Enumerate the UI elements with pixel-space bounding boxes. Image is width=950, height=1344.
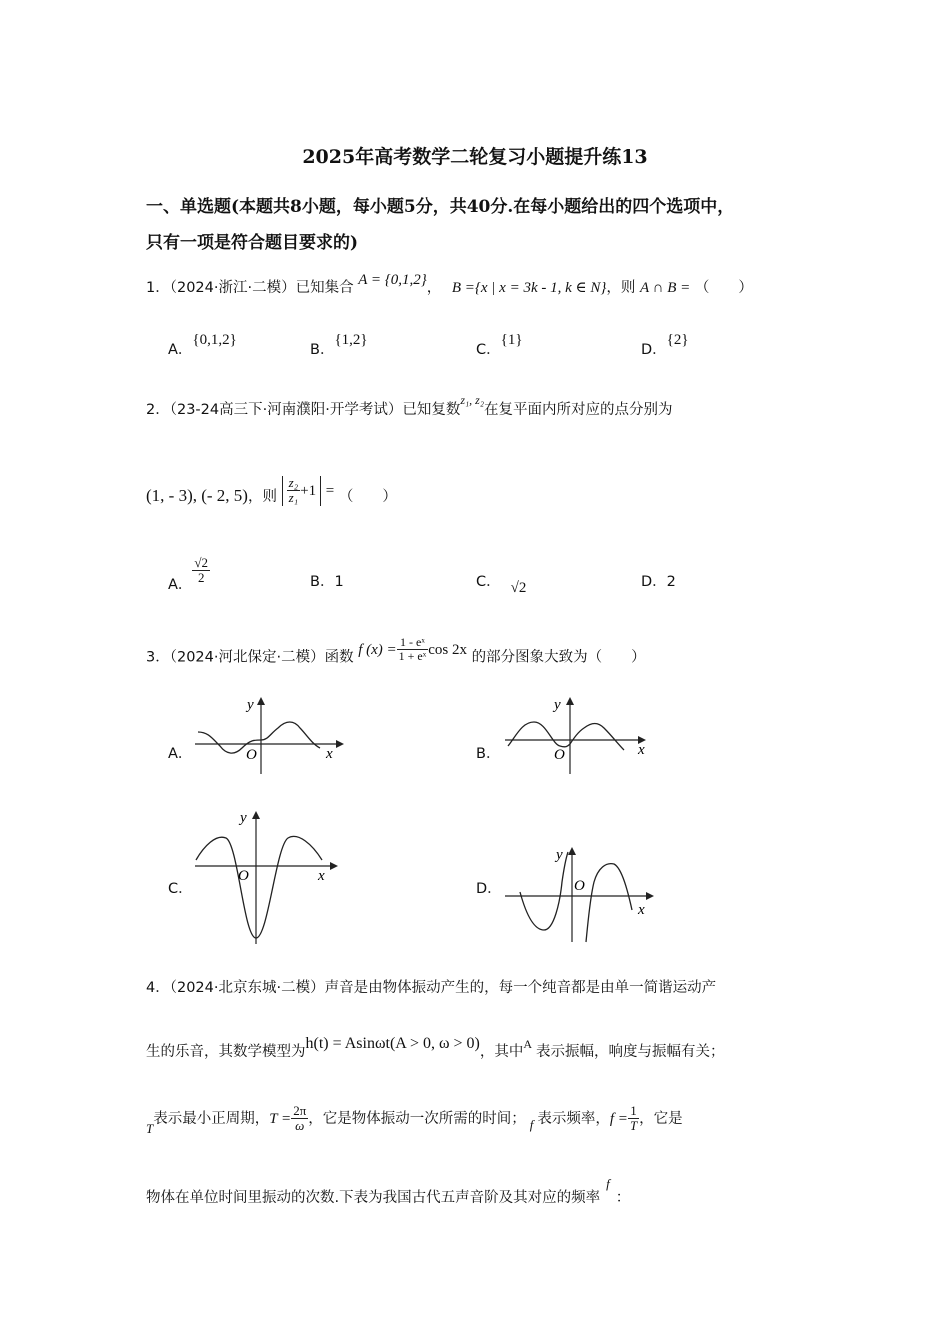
y-arrow bbox=[252, 811, 260, 819]
frac-den: 1 + eˣ bbox=[398, 649, 427, 664]
option-label: B． bbox=[310, 574, 335, 590]
y-label: y bbox=[554, 697, 561, 713]
option-value: √2 bbox=[510, 580, 527, 596]
q2-z: z₁, z₂ bbox=[460, 393, 485, 407]
question-4-line4 bbox=[146, 1176, 631, 1207]
question-2-line2 bbox=[146, 476, 397, 506]
y-label: y bbox=[247, 697, 254, 713]
q2-plus1: +1 bbox=[300, 482, 317, 499]
q2-points: (1, - 3), (- 2, 5) bbox=[146, 485, 248, 505]
q1-expr: A ∩ B = bbox=[639, 280, 691, 296]
origin-label: O bbox=[554, 747, 565, 763]
q4-a: A bbox=[523, 1037, 533, 1051]
q1-comma: ， bbox=[426, 280, 442, 296]
curve bbox=[508, 722, 624, 750]
origin-label: O bbox=[246, 747, 257, 763]
q2-option-b[interactable] bbox=[310, 570, 344, 591]
q4-line4: 物体在单位时间里振动的次数.下表为我国古代五声音阶及其对应的频率 bbox=[146, 1190, 601, 1206]
option-label: D． bbox=[641, 574, 667, 590]
q4-line3-b: ，它是物体振动一次所需的时间； bbox=[308, 1110, 526, 1127]
q4-number: 4． bbox=[146, 980, 170, 996]
q2-option-d[interactable] bbox=[641, 570, 676, 591]
frac-num: 2π bbox=[293, 1103, 307, 1118]
q3-option-a[interactable] bbox=[168, 742, 192, 763]
q2-fraction bbox=[287, 476, 301, 506]
curve-left bbox=[520, 852, 568, 930]
q4-t: T bbox=[146, 1120, 154, 1136]
q2-eq: = bbox=[325, 482, 335, 499]
q4-f-fraction bbox=[628, 1104, 639, 1134]
option-value: {1} bbox=[500, 332, 523, 348]
q1-paren: （ ） bbox=[694, 280, 753, 296]
q1-set-b: B ={x | x = 3k - 1, k ∈ N} bbox=[451, 280, 607, 296]
y-label: y bbox=[556, 847, 563, 863]
q3-fraction bbox=[397, 636, 429, 663]
q2-option-a[interactable] bbox=[168, 555, 210, 593]
q4-line2-c: 表示振幅，响度与振幅有关； bbox=[536, 1044, 725, 1060]
frac-den: ω bbox=[295, 1118, 305, 1134]
frac-num: 1 - eˣ bbox=[397, 636, 429, 650]
y-arrow bbox=[566, 697, 574, 705]
curve-right bbox=[586, 864, 632, 942]
x-label: x bbox=[638, 742, 645, 758]
option-value: 1 bbox=[334, 574, 344, 590]
curve bbox=[198, 722, 320, 753]
q4-model: h(t) = Asinωt(A > 0, ω > 0) bbox=[305, 1035, 480, 1052]
y-arrow bbox=[568, 847, 576, 855]
q4-line2-a: 生的乐音，其数学模型为 bbox=[146, 1044, 306, 1060]
q3-source: （2024·河北保定·二模） bbox=[169, 649, 325, 666]
option-label: A． bbox=[168, 746, 193, 762]
q1-set-a: A = {0,1,2} bbox=[358, 272, 427, 288]
q4-colon: ： bbox=[615, 1190, 631, 1206]
q1-option-d[interactable] bbox=[641, 332, 689, 359]
y-label: y bbox=[240, 810, 247, 826]
q3-option-d[interactable] bbox=[476, 877, 502, 898]
question-1-stem bbox=[146, 272, 753, 297]
frac-num: z₂ bbox=[288, 475, 299, 490]
frac-den: T bbox=[629, 1118, 638, 1134]
q2-source: （23-24高三下·河南濮阳·开学考试） bbox=[169, 402, 403, 418]
frac-den: 2 bbox=[192, 570, 210, 585]
question-4-line3 bbox=[146, 1104, 683, 1134]
q1-option-b[interactable] bbox=[310, 332, 368, 359]
x-label: x bbox=[326, 746, 333, 762]
origin-label: O bbox=[574, 878, 585, 894]
graph-b bbox=[500, 692, 660, 776]
q2-paren: （ ） bbox=[338, 488, 397, 505]
q2-number: 2． bbox=[146, 402, 170, 418]
question-4-line2 bbox=[146, 1035, 725, 1061]
section-heading-line2: 只有一项是符合题目要求的) bbox=[146, 233, 359, 253]
frac-num: 1 bbox=[628, 1104, 639, 1119]
section-heading-line1: 一、单选题(本题共8小题，每小题5分，共40分.在每小题给出的四个选项中， bbox=[146, 197, 735, 217]
option-label: A． bbox=[168, 576, 193, 593]
q3-option-c[interactable] bbox=[168, 877, 193, 898]
q2-text-a: 已知复数 bbox=[402, 402, 461, 418]
q4-line1: 声音是由物体振动产生的，每一个纯音都是由单一简谐运动产 bbox=[324, 980, 717, 996]
q4-f2: f bbox=[606, 1176, 610, 1191]
x-arrow bbox=[646, 892, 654, 900]
option-label: C． bbox=[476, 342, 501, 358]
x-arrow bbox=[336, 740, 344, 748]
x-label: x bbox=[318, 868, 325, 884]
option-value: {1,2} bbox=[334, 332, 368, 348]
frac-den: z₁ bbox=[288, 490, 299, 506]
q3-option-b[interactable] bbox=[476, 742, 500, 763]
graph-a bbox=[190, 692, 350, 776]
q1-number: 1． bbox=[146, 280, 170, 296]
q3-number: 3． bbox=[146, 649, 170, 666]
origin-label: O bbox=[238, 868, 249, 884]
option-label: C． bbox=[476, 574, 501, 590]
y-arrow bbox=[257, 697, 265, 705]
q1-option-a[interactable] bbox=[168, 332, 237, 359]
option-label: B． bbox=[310, 342, 335, 358]
q2-text-c: ，则 bbox=[247, 488, 277, 505]
q2-text-b: 在复平面内所对应的点分别为 bbox=[484, 402, 673, 418]
q4-line2-b: ，其中 bbox=[479, 1044, 524, 1060]
q1-text-b: ，则 bbox=[606, 280, 636, 296]
frac-num: √2 bbox=[194, 555, 209, 570]
question-2-stem bbox=[146, 393, 673, 419]
q3-text-b: 的部分图象大致为（ ） bbox=[471, 649, 646, 666]
option-value: {0,1,2} bbox=[192, 332, 237, 348]
option-fraction bbox=[192, 556, 210, 586]
q1-option-c[interactable] bbox=[476, 332, 523, 359]
option-value: 2 bbox=[666, 574, 676, 590]
option-label: A． bbox=[168, 342, 193, 358]
q4-f: f bbox=[529, 1116, 534, 1132]
curve bbox=[196, 836, 322, 938]
x-label: x bbox=[638, 902, 645, 918]
q1-text-a: 已知集合 bbox=[295, 280, 354, 296]
q4-source: （2024·北京东城·二模） bbox=[169, 980, 325, 996]
q1-source: （2024·浙江·二模） bbox=[169, 280, 296, 296]
q2-abs-expr bbox=[282, 476, 322, 506]
option-label: D． bbox=[641, 342, 667, 358]
q4-t-eq: T = bbox=[269, 1110, 292, 1127]
q3-fx: f (x) = bbox=[358, 641, 397, 658]
q3-text-a: 函数 bbox=[324, 649, 354, 666]
q3-cos: cos 2x bbox=[428, 641, 467, 658]
question-4-line1 bbox=[146, 976, 716, 997]
q4-f-eq: f = bbox=[609, 1110, 628, 1127]
x-arrow bbox=[330, 862, 338, 870]
graph-c bbox=[190, 806, 340, 948]
q4-line3-d: ，它是 bbox=[639, 1110, 683, 1127]
question-3-stem bbox=[146, 635, 646, 671]
q4-t-fraction bbox=[291, 1104, 308, 1134]
q2-option-c[interactable] bbox=[476, 570, 527, 596]
option-value: {2} bbox=[666, 332, 689, 348]
option-label: D． bbox=[476, 881, 502, 897]
q4-line3-a: 表示最小正周期， bbox=[153, 1110, 270, 1127]
page-title: 2025年高考数学二轮复习小题提升练13 bbox=[302, 146, 648, 168]
option-label: C． bbox=[168, 881, 193, 897]
q4-line3-c: 表示频率， bbox=[537, 1110, 610, 1127]
graph-d bbox=[500, 842, 660, 946]
option-label: B． bbox=[476, 746, 501, 762]
